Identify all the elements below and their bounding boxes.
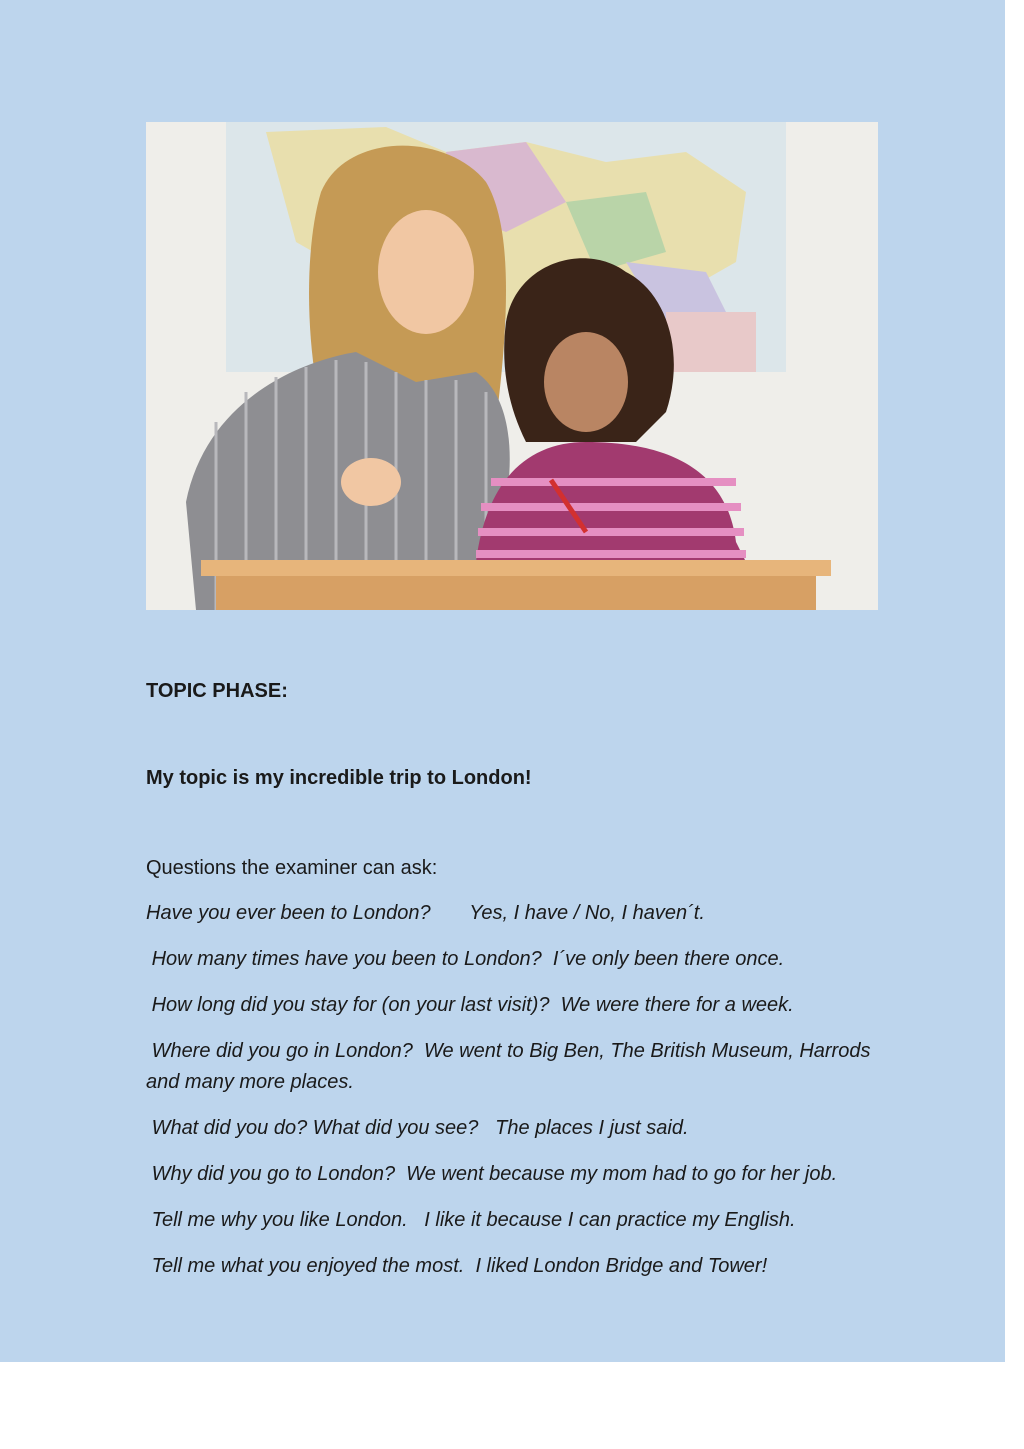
qa-item: What did you do? What did you see? The places I just said. xyxy=(146,1117,689,1139)
qa-item: Why did you go to London? We went because my mom had to go for her job. xyxy=(146,1163,838,1185)
qa-item: How many times have you been to London? I´ve only been there once. xyxy=(146,948,785,970)
questions-intro: Questions the examiner can ask: xyxy=(146,857,438,879)
topic-phase-heading: TOPIC PHASE: xyxy=(146,680,288,702)
teacher-and-student-photo xyxy=(146,122,878,610)
qa-item: Have you ever been to London? Yes, I have / No, I haven´t. xyxy=(146,902,705,924)
question-answer-list xyxy=(146,898,886,1297)
qa-item: Tell me why you like London. I like it because I can practice my English. xyxy=(146,1209,796,1231)
qa-item: How long did you stay for (on your last visit)? We were there for a week. xyxy=(146,994,794,1016)
qa-item: Where did you go in London? We went to Big Ben, The British Museum, Harrods and many more places. xyxy=(146,1040,877,1093)
qa-item: Tell me what you enjoyed the most. I liked London Bridge and Tower! xyxy=(146,1255,768,1277)
photo-illustration xyxy=(146,122,878,610)
topic-statement: My topic is my incredible trip to London! xyxy=(146,767,532,789)
